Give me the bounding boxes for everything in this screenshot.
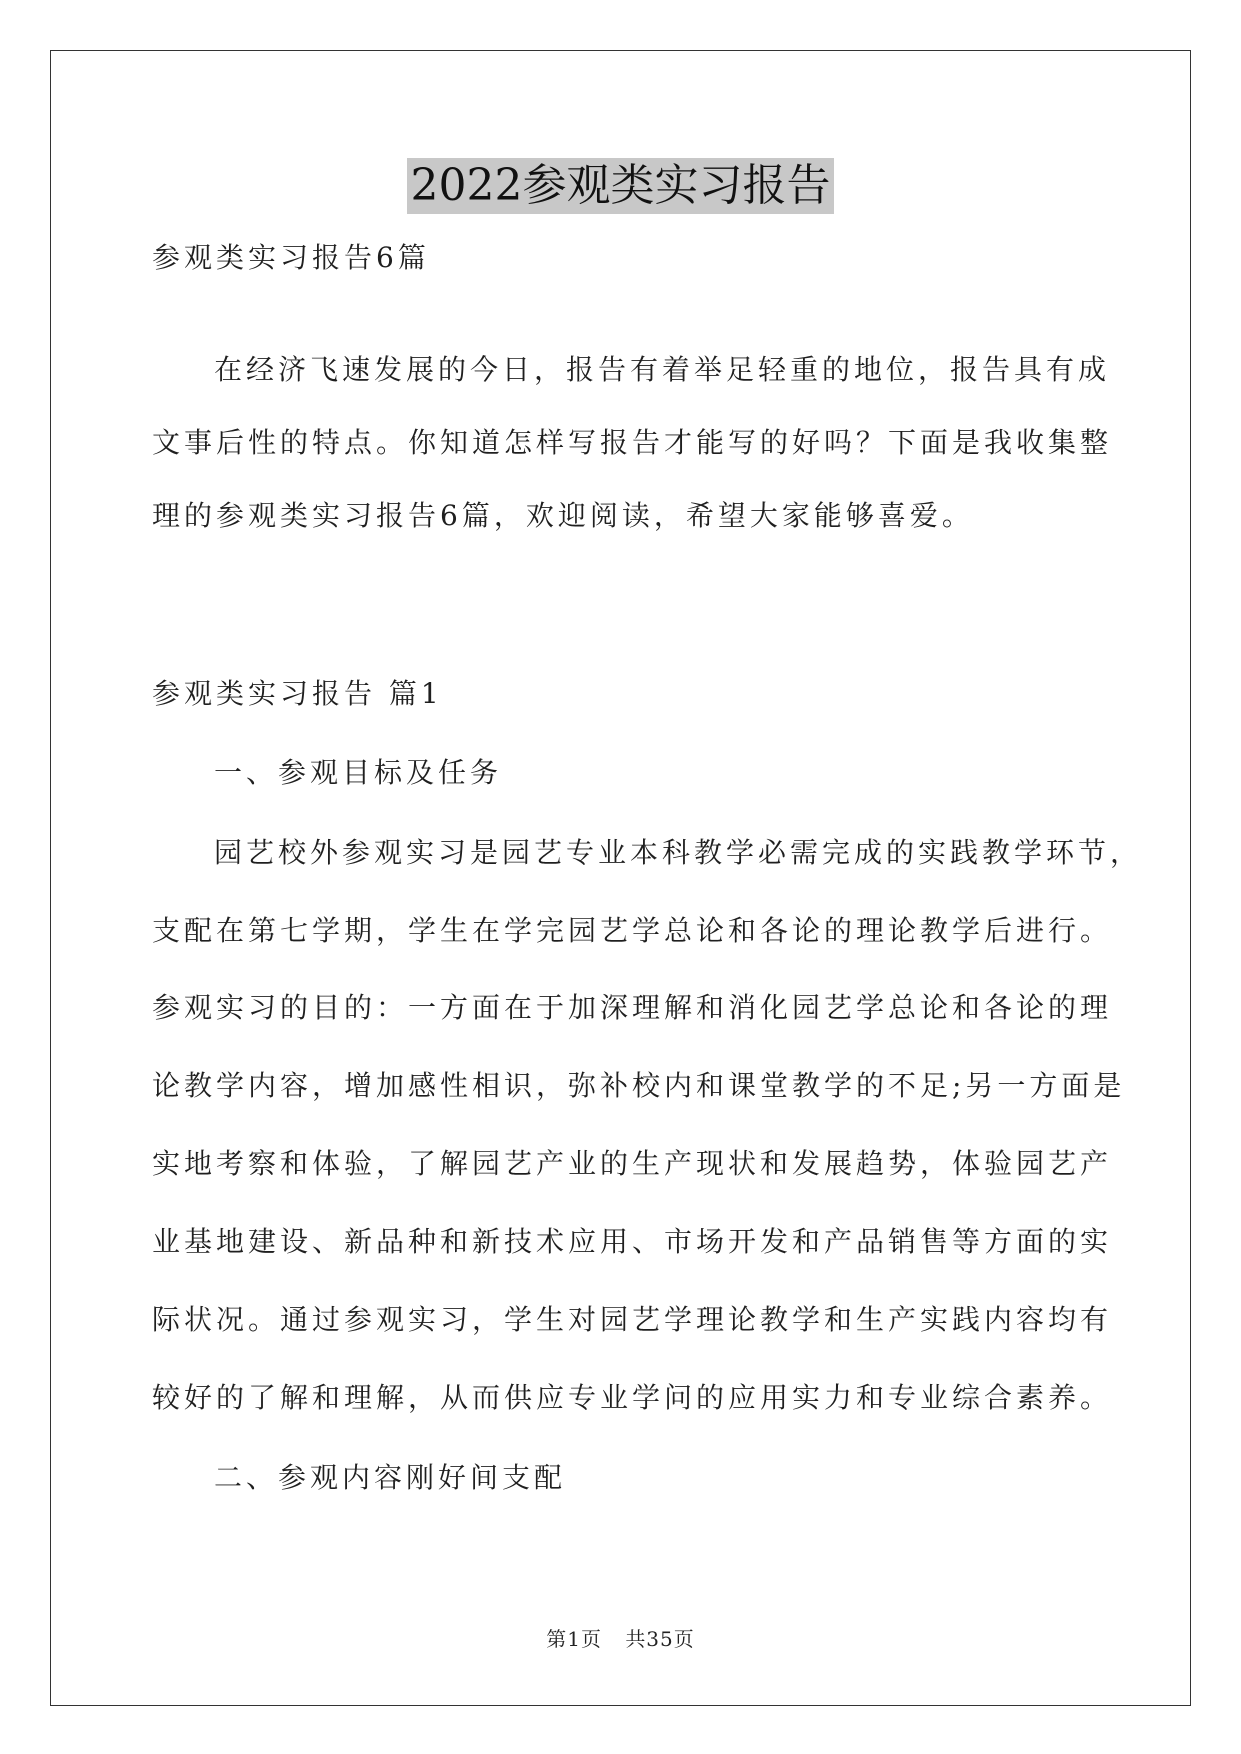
section-heading: 参观类实习报告 篇1 [152, 677, 443, 710]
heading-2: 二、参观内容刚好间支配 [214, 1461, 567, 1494]
page-number: 第1页 [546, 1627, 602, 1651]
body-line-2: 支配在第七学期，学生在学完园艺学总论和各论的理论教学后进行。 [152, 914, 1113, 947]
body-line-6: 业基地建设、新品种和新技术应用、市场开发和产品销售等方面的实 [152, 1225, 1113, 1258]
page-footer [0, 1623, 1241, 1652]
heading-1: 一、参观目标及任务 [214, 756, 503, 789]
body-line-4: 论教学内容，增加感性相识，弥补校内和课堂教学的不足;另一方面是 [152, 1069, 1126, 1102]
intro-line-3: 理的参观类实习报告6篇，欢迎阅读，希望大家能够喜爱。 [152, 499, 974, 532]
body-line-5: 实地考察和体验，了解园艺产业的生产现状和发展趋势，体验园艺产 [152, 1147, 1113, 1180]
document-title: 2022参观类实习报告 [407, 158, 835, 214]
page-border [50, 50, 1191, 1706]
body-line-1: 园艺校外参观实习是园艺专业本科教学必需完成的实践教学环节， [214, 836, 1143, 869]
title-container [0, 158, 1241, 214]
document-subtitle: 参观类实习报告6篇 [152, 241, 430, 274]
page-total: 共35页 [625, 1627, 695, 1651]
body-line-7: 际状况。通过参观实习，学生对园艺学理论教学和生产实践内容均有 [152, 1303, 1113, 1336]
intro-line-2: 文事后性的特点。你知道怎样写报告才能写的好吗？下面是我收集整 [152, 426, 1113, 459]
intro-line-1: 在经济飞速发展的今日，报告有着举足轻重的地位，报告具有成 [214, 353, 1111, 386]
body-line-3: 参观实习的目的：一方面在于加深理解和消化园艺学总论和各论的理 [152, 991, 1113, 1024]
body-line-8: 较好的了解和理解，从而供应专业学问的应用实力和专业综合素养。 [152, 1381, 1113, 1414]
